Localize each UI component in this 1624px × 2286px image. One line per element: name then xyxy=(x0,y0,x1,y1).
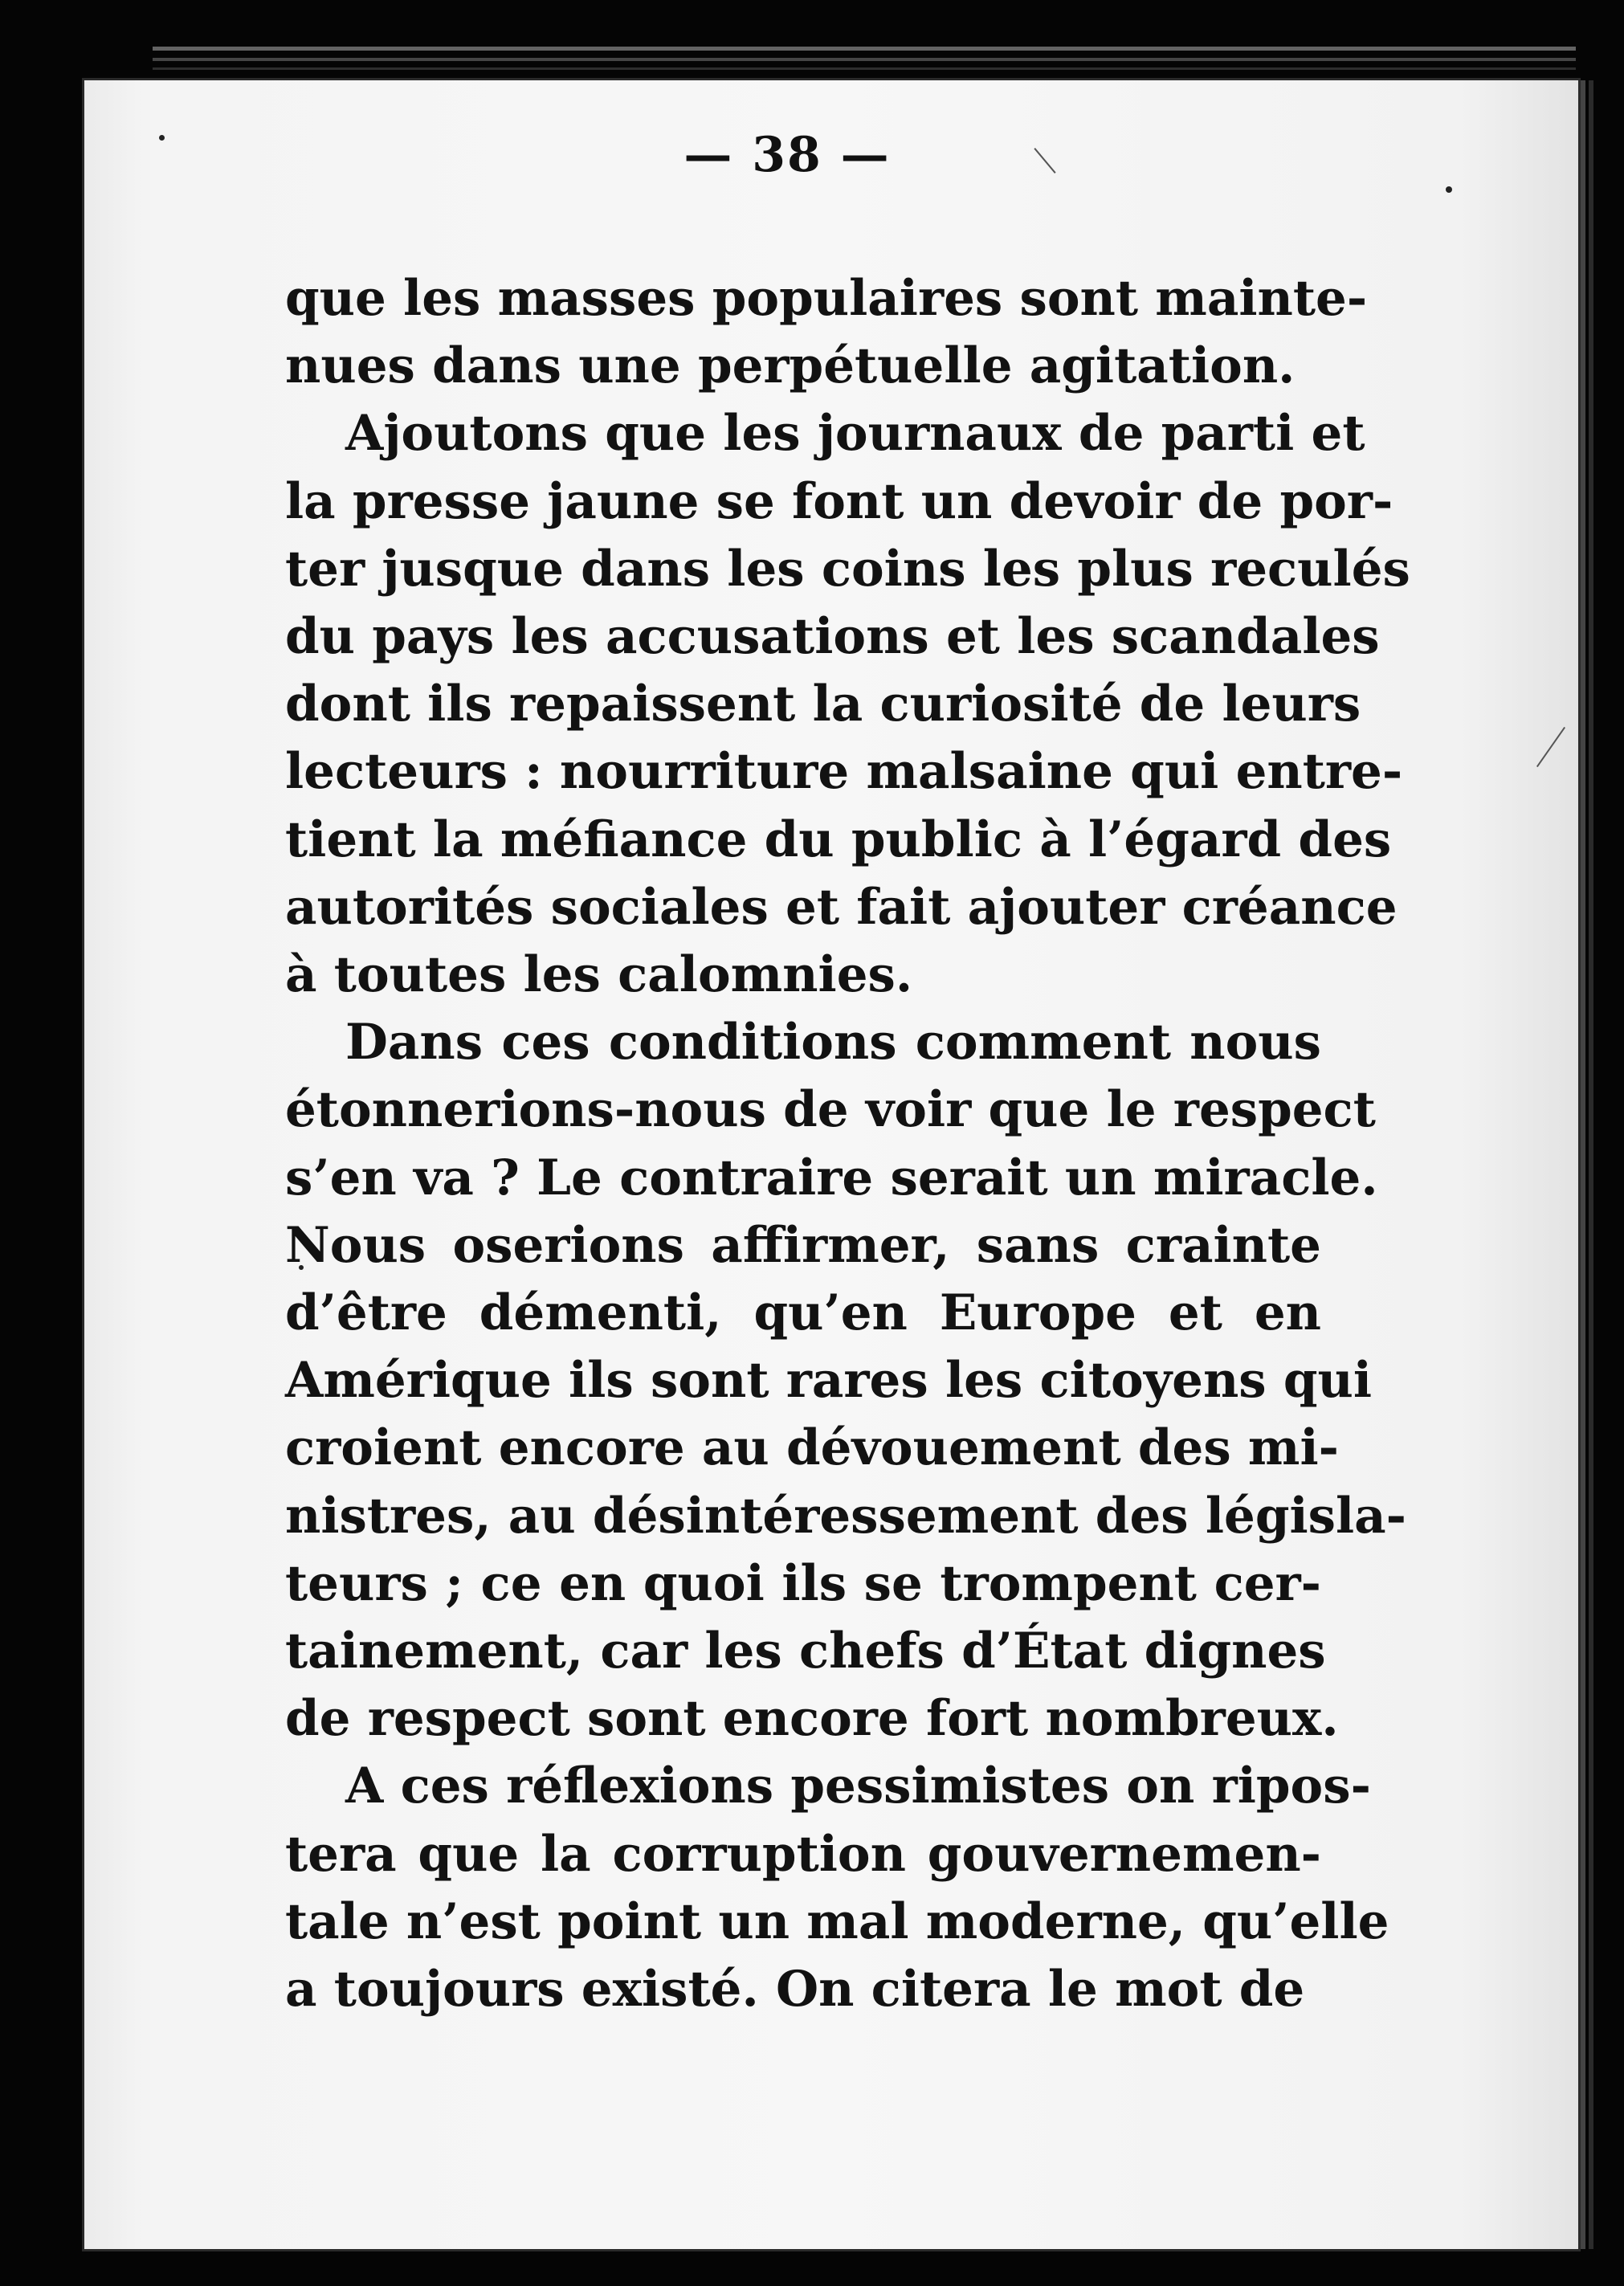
body-text xyxy=(285,265,1410,2023)
paragraph xyxy=(285,1753,1389,2023)
text-line: que les masses populaires sont mainte- xyxy=(285,270,1368,327)
paragraph xyxy=(285,265,1368,400)
text-line: Amérique ils sont rares les citoyens qui xyxy=(285,1352,1373,1410)
text-line: ter jusque dans les coins les plus reculés xyxy=(285,540,1410,598)
page-number: — 38 — xyxy=(683,127,891,183)
text-line: a toujours existé. On citera le mot de xyxy=(285,1961,1305,2019)
text-line: du pays les accusations et les scandales xyxy=(285,608,1380,666)
text-line: lecteurs : nourriture malsaine qui entre- xyxy=(285,743,1403,801)
paragraph xyxy=(285,1009,1407,1753)
text-line: dont ils repaissent la curiosité de leurs xyxy=(285,676,1361,733)
text-line: d’être démenti, qu’en Europe et en xyxy=(285,1284,1321,1342)
text-line: croient encore au dévouement des mi- xyxy=(285,1419,1339,1477)
text-line: tient la méfiance du public à l’égard des xyxy=(285,810,1392,868)
page-stack-edge xyxy=(1581,80,1585,2249)
text-line: teurs ; ce en quoi ils se trompent cer- xyxy=(285,1554,1321,1612)
text-line: tera que la corruption gouvernemen- xyxy=(285,1825,1321,1883)
text-line: tainement, car les chefs d’État dignes xyxy=(285,1623,1326,1680)
text-line: A ces réflexions pessimistes on ripos- xyxy=(345,1757,1371,1815)
book-edge-line xyxy=(153,67,1576,70)
page-stack-edge xyxy=(1589,80,1593,2249)
text-line: à toutes les calomnies. xyxy=(285,946,913,1004)
paragraph xyxy=(285,400,1410,1009)
text-line: de respect sont encore fort nombreux. xyxy=(285,1690,1339,1748)
text-line: étonnerions-nous de voir que le respect xyxy=(285,1081,1376,1139)
book-edge-line xyxy=(153,47,1576,51)
text-line: nistres, au désintéressement des législa- xyxy=(285,1487,1407,1545)
text-line: Ajoutons que les journaux de parti et xyxy=(345,405,1365,463)
text-line: s’en va ? Le contraire serait un miracle. xyxy=(285,1149,1378,1206)
text-line: tale n’est point un mal moderne, qu’elle xyxy=(285,1892,1389,1950)
book-edge-line xyxy=(153,58,1576,61)
text-line: Nous oserions affirmer, sans crainte xyxy=(285,1216,1321,1274)
text-line: nues dans une perpétuelle agitation. xyxy=(285,337,1296,395)
text-line: la presse jaune se font un devoir de por- xyxy=(285,472,1393,530)
dust-speck xyxy=(1446,186,1452,193)
text-line: autorités sociales et fait ajouter créance xyxy=(285,878,1398,936)
text-line: Dans ces conditions comment nous xyxy=(345,1014,1321,1072)
